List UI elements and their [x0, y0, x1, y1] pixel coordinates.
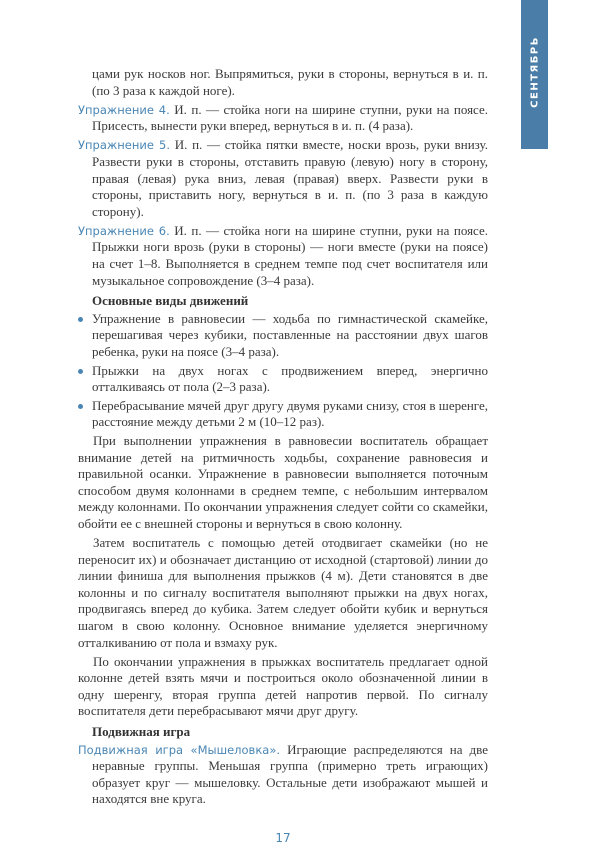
exercise-6	[78, 223, 488, 289]
body-paragraph: По окончании упражнения в прыжках воспитатель предлагает одной колонне детей взять мячи и построиться около обозначенной линии в одну шеренгу, вторая группа детей напротив первой. По сигналу воспитателя дети перебрасывают мячи друг другу.	[78, 653, 488, 719]
exercise-4	[78, 102, 488, 135]
exercise-text: И. п. — стойка ноги на ширине ступни, руки на поясе. Прыжки ноги врозь (руки в стороны) — ноги вместе (руки на поясе) на счет 1–8. Выполняется в среднем темпе под счет воспитателя или музыкальное сопровождение (3–4 раза).	[92, 222, 489, 288]
list-item	[78, 398, 488, 431]
section-heading-game: Подвижная игра	[92, 724, 191, 740]
page-number	[78, 830, 488, 866]
list-item	[78, 363, 488, 396]
continuation-text: цами рук носков ног. Выпрямиться, руки в стороны, вернуться в и. п. (по 3 раза к каждой ноге).	[92, 66, 488, 98]
page-number-text: 17	[275, 831, 291, 846]
game-description	[78, 742, 488, 808]
body-paragraph: Затем воспитатель с помощью детей отодвигает скамейки (но не переносит их) и обозначает дистанцию от исходной (стартовой) линии до линии финиша для выполнения прыжков (4 м). Дети становятся в две колонны и по сигналу воспитателя выполняют прыжки на двух ногах, продвигаясь вперед до кубика. Затем следует обойти кубик и вернуться шагом в свою колонну. Основное внимание уделяется энергичному отталкиванию от пола и взмаху рук.	[78, 535, 488, 650]
list-item	[78, 311, 488, 361]
bullet-icon	[78, 404, 83, 409]
exercise-text: И. п. — стойка пятки вместе, носки врозь, руки внизу. Развести руки в стороны, отставить правую (левую) ногу в сторону, правая (левая) рука вниз, левая (правая) вверх. Развести руки в стороны, приставить ногу, вернуться в и. п. (по 3 раза в каждую сторону).	[92, 137, 488, 219]
bullet-icon	[78, 317, 83, 322]
body-paragraph: При выполнении упражнения в равновесии воспитатель обращает внимание детей на ритмичность ходьбы, сохранение равновесия и правильной осанки. Упражнение в равновесии выполняется поточным способом двумя колоннами в среднем темпе, с небольшим интервалом между колоннами. По окончании упражнения следует сойти со скамейки, обойти ее с внешней стороны и вернуться в свою колонну.	[78, 432, 488, 531]
section-heading-main-movements: Основные виды движений	[92, 293, 249, 309]
game-text: Играющие распределяются на две неравные группы. Меньшая группа (примерно треть играющих) образует круг — мышеловку. Остальные дети изображают мышей и находятся вне круга.	[92, 741, 489, 807]
list-item-text: Прыжки на двух ногах с продвижением вперед, энергично отталкиваясь от пола (2–3 раза).	[92, 362, 488, 395]
list-item-text: Упражнение в равновесии — ходьба по гимнастической скамейке, перешагивая через кубики, поставленные на расстоянии двух шагов ребенка, руки на поясе (3–4 раза).	[92, 310, 488, 359]
exercise-label: Упражнение 4.	[78, 102, 170, 117]
list-item-text: Перебрасывание мячей друг другу двумя руками снизу, стоя в шеренге, расстояние между детьми 2 м (10–12 раз).	[92, 397, 488, 430]
month-side-tab	[521, 0, 548, 149]
exercise-text: И. п. — стойка ноги на ширине ступни, руки на поясе. Присесть, вынести руки вперед, вернуться в и. п. (4 раза).	[92, 101, 489, 134]
movements-list	[78, 311, 488, 431]
exercise-5	[78, 137, 488, 220]
game-label: Подвижная игра «Мышеловка».	[78, 742, 281, 757]
month-label: СЕНТЯБРЬ	[529, 36, 540, 108]
bullet-icon	[78, 369, 83, 374]
exercise-label: Упражнение 5.	[78, 138, 170, 153]
page-content	[78, 0, 488, 866]
exercise-label: Упражнение 6.	[78, 223, 170, 238]
